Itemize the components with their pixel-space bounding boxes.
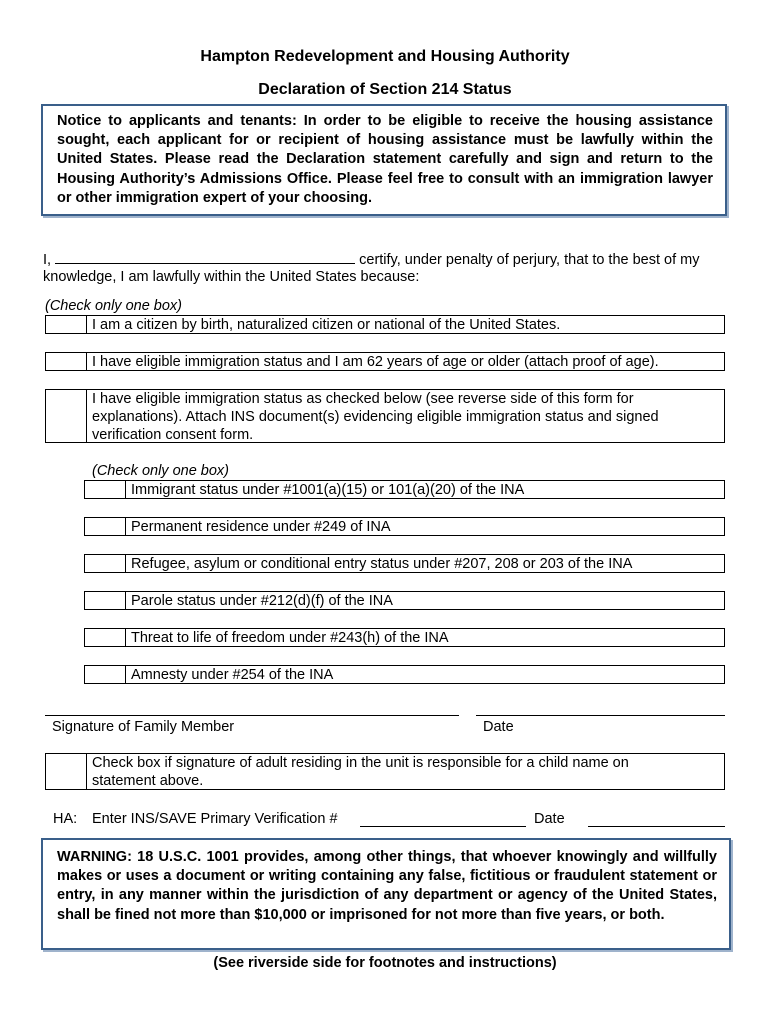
option-eligible-status-checkbox[interactable]	[46, 390, 87, 442]
organization-title: Hampton Redevelopment and Housing Authority	[200, 48, 570, 65]
sub-option-refugee-label: Refugee, asylum or conditional entry status under #207, 208 or 203 of the INA	[131, 556, 633, 572]
option-eligible-status-label: I have eligible immigration status as checked below (see reverse side of this form for explanations). Attach INS document(s) evidencing eligible immigration status and signed verification consent form.	[92, 391, 659, 443]
sub-check-instruction: (Check only one box)	[92, 463, 230, 479]
option-age-row	[45, 352, 725, 371]
option-citizen-checkbox[interactable]	[46, 316, 87, 333]
sub-option-parole-checkbox[interactable]	[85, 592, 126, 609]
name-blank-field[interactable]	[55, 249, 355, 264]
sub-option-immigrant-checkbox[interactable]	[85, 481, 126, 498]
signature-label: Signature of Family Member	[52, 719, 235, 735]
signature-date-label: Date	[483, 719, 514, 735]
option-citizen-label: I am a citizen by birth, naturalized citizen or national of the United States.	[92, 317, 561, 333]
sub-option-row	[84, 554, 725, 573]
check-instruction: (Check only one box)	[45, 298, 183, 314]
signature-line[interactable]	[45, 715, 459, 716]
sub-option-row	[84, 591, 725, 610]
child-checkbox[interactable]	[46, 754, 87, 789]
option-eligible-status-row	[45, 389, 725, 443]
warning-box	[41, 838, 731, 950]
option-age-checkbox[interactable]	[46, 353, 87, 370]
sub-option-parole-label: Parole status under #212(d)(f) of the INA	[131, 593, 393, 609]
ha-date-label: Date	[534, 811, 565, 827]
sub-option-amnesty-label: Amnesty under #254 of the INA	[131, 667, 334, 683]
warning-text: WARNING: 18 U.S.C. 1001 provides, among other things, that whoever knowingly and willfully makes or uses a document or writing containing any false, fictitious or fraudulent statement or entry, in any manner within the jurisdiction of any department or agency of the United States, shall be fined not more than $10,000 or imprisoned for not more than five years, or both.	[57, 849, 717, 923]
declaration-line-1	[43, 249, 733, 270]
sub-option-row	[84, 665, 725, 684]
form-title: Declaration of Section 214 Status	[258, 81, 512, 98]
verification-number-field[interactable]	[360, 826, 526, 827]
sub-option-threat-label: Threat to life of freedom under #243(h) of the INA	[131, 630, 449, 646]
signature-date-line[interactable]	[476, 715, 725, 716]
declaration-prefix: I,	[43, 252, 52, 268]
sub-option-row	[84, 517, 725, 536]
sub-option-amnesty-checkbox[interactable]	[85, 666, 126, 683]
declaration-suffix: certify, under penalty of perjury, that to the best of my	[359, 252, 700, 268]
ha-verification-label: Enter INS/SAVE Primary Verification #	[92, 811, 338, 827]
sub-option-permanent-residence-checkbox[interactable]	[85, 518, 126, 535]
child-check-row	[45, 753, 725, 790]
ha-prefix: HA:	[53, 811, 78, 827]
child-check-label: Check box if signature of adult residing in the unit is responsible for a child name on statement above.	[92, 755, 629, 789]
sub-option-immigrant-label: Immigrant status under #1001(a)(15) or 101(a)(20) of the INA	[131, 482, 525, 498]
ha-date-field[interactable]	[588, 826, 725, 827]
sub-option-threat-checkbox[interactable]	[85, 629, 126, 646]
notice-box	[41, 104, 727, 216]
sub-option-row	[84, 480, 725, 499]
option-citizen-row	[45, 315, 725, 334]
declaration-line-2: knowledge, I am lawfully within the United States because:	[43, 269, 420, 285]
footer-note: (See riverside side for footnotes and instructions)	[213, 955, 557, 971]
sub-option-permanent-residence-label: Permanent residence under #249 of INA	[131, 519, 391, 535]
sub-option-row	[84, 628, 725, 647]
option-age-label: I have eligible immigration status and I am 62 years of age or older (attach proof of age).	[92, 354, 659, 370]
notice-text: Notice to applicants and tenants: In order to be eligible to receive the housing assistance sought, each applicant for or recipient of housing assistance must be lawfully within the United States. Please read the Declaration statement carefully and sign and return to the Housing Authority’s Admissions Office. Please feel free to consult with an immigration lawyer or other immigration expert of your choosing.	[57, 113, 713, 206]
sub-option-refugee-checkbox[interactable]	[85, 555, 126, 572]
